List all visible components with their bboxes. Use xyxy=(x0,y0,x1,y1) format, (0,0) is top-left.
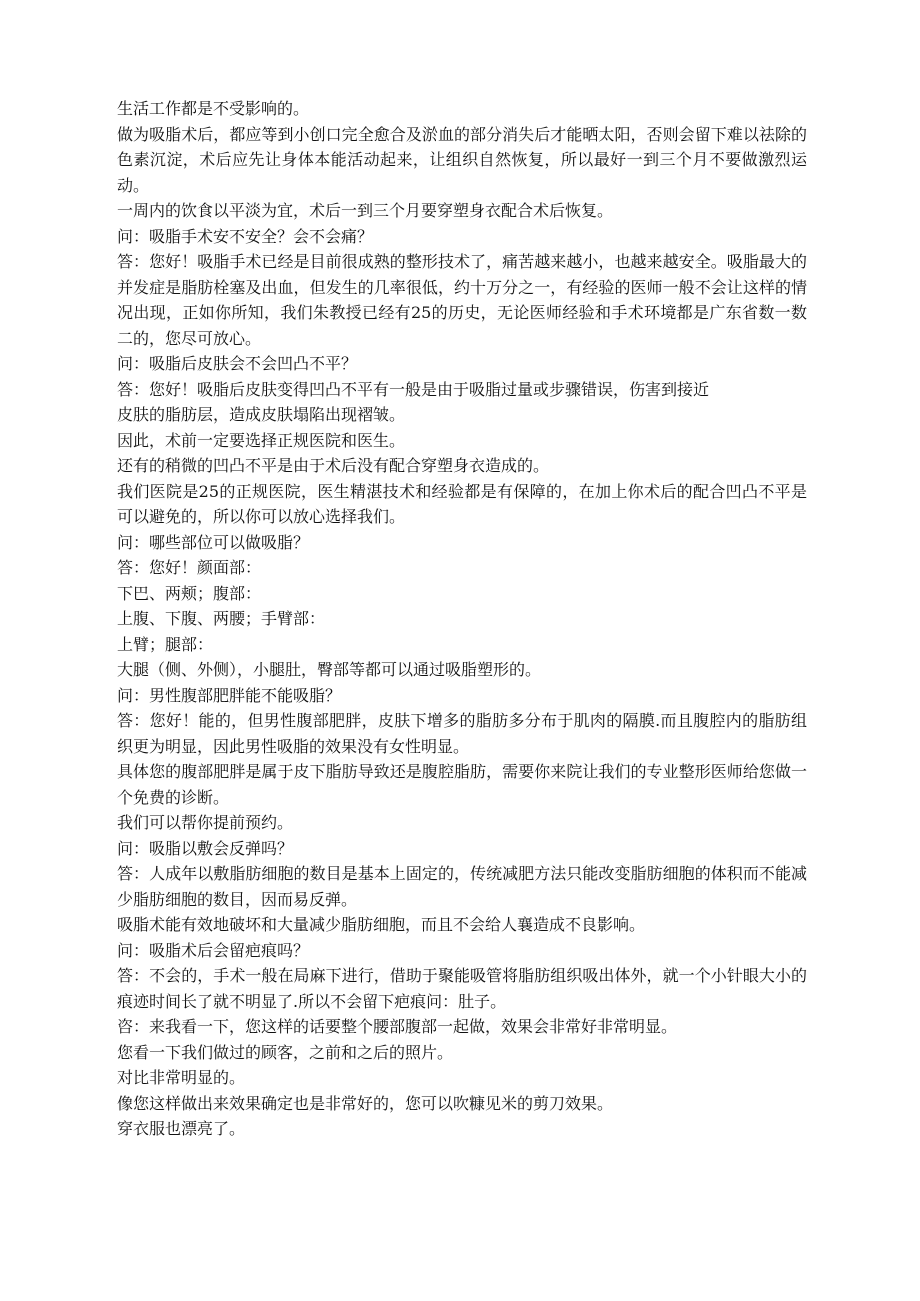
consult-result: 像您这样做出来效果确定也是非常好的，您可以吹糠见米的剪刀效果。 xyxy=(117,1093,614,1113)
answer-body-areas-legs: 上臂；腿部： xyxy=(117,634,214,654)
answer-unevenness-line-2: 皮肤的脂肪层，造成皮肤塌陷出现褶皱。 xyxy=(117,405,406,424)
answer-scars: 答：不会的，手术一般在局麻下进行，借助于聚能吸管将脂肪组织吸出体外，就一个小针眼大小的痕迹时间长了就不明显了.所以不会留下疤痕问：肚子。 xyxy=(117,966,807,1011)
answer-safety: 答：您好！吸脂手术已经是目前很成熟的整形技术了，痛苦越来越小，也越来越安全。吸脂最大的并发症是脂肪栓塞及出血，但发生的几率很低，约十万分之一，有经验的医师一般不会让这样的情况出现，正如你所知，我们朱教授已经有25的历史，无论医师经验和手术环境都是广东省数一数二的，您尽可放心。 xyxy=(117,252,807,348)
question-body-areas: 问：哪些部位可以做吸脂？ xyxy=(117,532,310,552)
paragraph-sun-exposure: 做为吸脂术后，都应等到小创口完全愈合及淤血的部分消失后才能晒太阳，否则会留下难以祛除的色素沉淀，术后应先让身体本能活动起来，让组织自然恢复，所以最好一到三个月不要做激烈运动。 xyxy=(117,124,807,195)
answer-male-abdomen-appointment: 我们可以帮你提前预约。 xyxy=(117,813,294,832)
answer-body-areas-arms: 上腹、下腹、两腰；手臂部： xyxy=(117,609,326,628)
answer-body-areas-face: 答：您好！颜面部： xyxy=(117,558,262,577)
consult-comparison: 对比非常明显的。 xyxy=(117,1068,246,1087)
answer-unevenness-line-4: 还有的稍微的凹凸不平是由于术后没有配合穿塑身衣造成的。 xyxy=(117,456,550,475)
question-unevenness: 问：吸脂后皮肤会不会凹凸不平？ xyxy=(117,354,358,373)
paragraph-aftercare-intro: 生活工作都是不受影响的。 xyxy=(117,99,310,118)
answer-body-areas-thighs: 大腿（侧、外侧），小腿肚，臀部等都可以通过吸脂塑形的。 xyxy=(117,660,542,679)
question-male-abdomen: 问：男性腹部肥胖能不能吸脂？ xyxy=(117,685,342,705)
answer-unevenness-line-1: 答：您好！吸脂后皮肤变得凹凸不平有一般是由于吸脂过量或步骤错误，伤害到接近 xyxy=(117,379,710,399)
consult-waist-abdomen: 咨：来我看一下，您这样的话要整个腰部腹部一起做，效果会非常好非常明显。 xyxy=(117,1017,678,1036)
answer-rebound: 答：人成年以敷脂肪细胞的数目是基本上固定的，传统减肥方法只能改变脂肪细胞的体积而不能减少脂肪细胞的数目，因而易反弹。 xyxy=(117,864,807,909)
answer-unevenness-line-5: 我们医院是25的正规医院，医生精湛技术和经验都是有保障的，在加上你术后的配合凹凸不平是可以避免的，所以你可以放心选择我们。 xyxy=(117,481,807,526)
question-rebound: 问：吸脂以敷会反弹吗？ xyxy=(117,838,294,858)
answer-rebound-effect: 吸脂术能有效地破坏和大量减少脂肪细胞，而且不会给人襄造成不良影响。 xyxy=(117,915,646,934)
paragraph-diet: 一周内的饮食以平淡为宜，术后一到三个月要穿塑身衣配合术后恢复。 xyxy=(117,201,614,220)
answer-unevenness-line-3: 因此，术前一定要选择正规医院和医生。 xyxy=(117,430,406,450)
document-body xyxy=(117,96,807,1142)
answer-male-abdomen-diagnosis: 具体您的腹部肥胖是属于皮下脂肪导致还是腹腔脂肪，需要你来院让我们的专业整形医师给您做一个免费的诊断。 xyxy=(117,762,807,807)
question-safety: 问：吸脂手术安不安全？会不会痛？ xyxy=(117,226,374,246)
answer-body-areas-abdomen: 下巴、两颊；腹部： xyxy=(117,583,262,603)
consult-clothing: 穿衣服也漂亮了。 xyxy=(117,1119,246,1138)
answer-male-abdomen: 答：您好！能的，但男性腹部肥胖，皮肤下增多的脂肪多分布于肌肉的隔膜.而且腹腔内的脂肪组织更为明显，因此男性吸脂的效果没有女性明显。 xyxy=(117,711,807,756)
question-scars: 问：吸脂术后会留疤痕吗？ xyxy=(117,940,310,960)
consult-photos: 您看一下我们做过的顾客，之前和之后的照片。 xyxy=(117,1042,454,1062)
